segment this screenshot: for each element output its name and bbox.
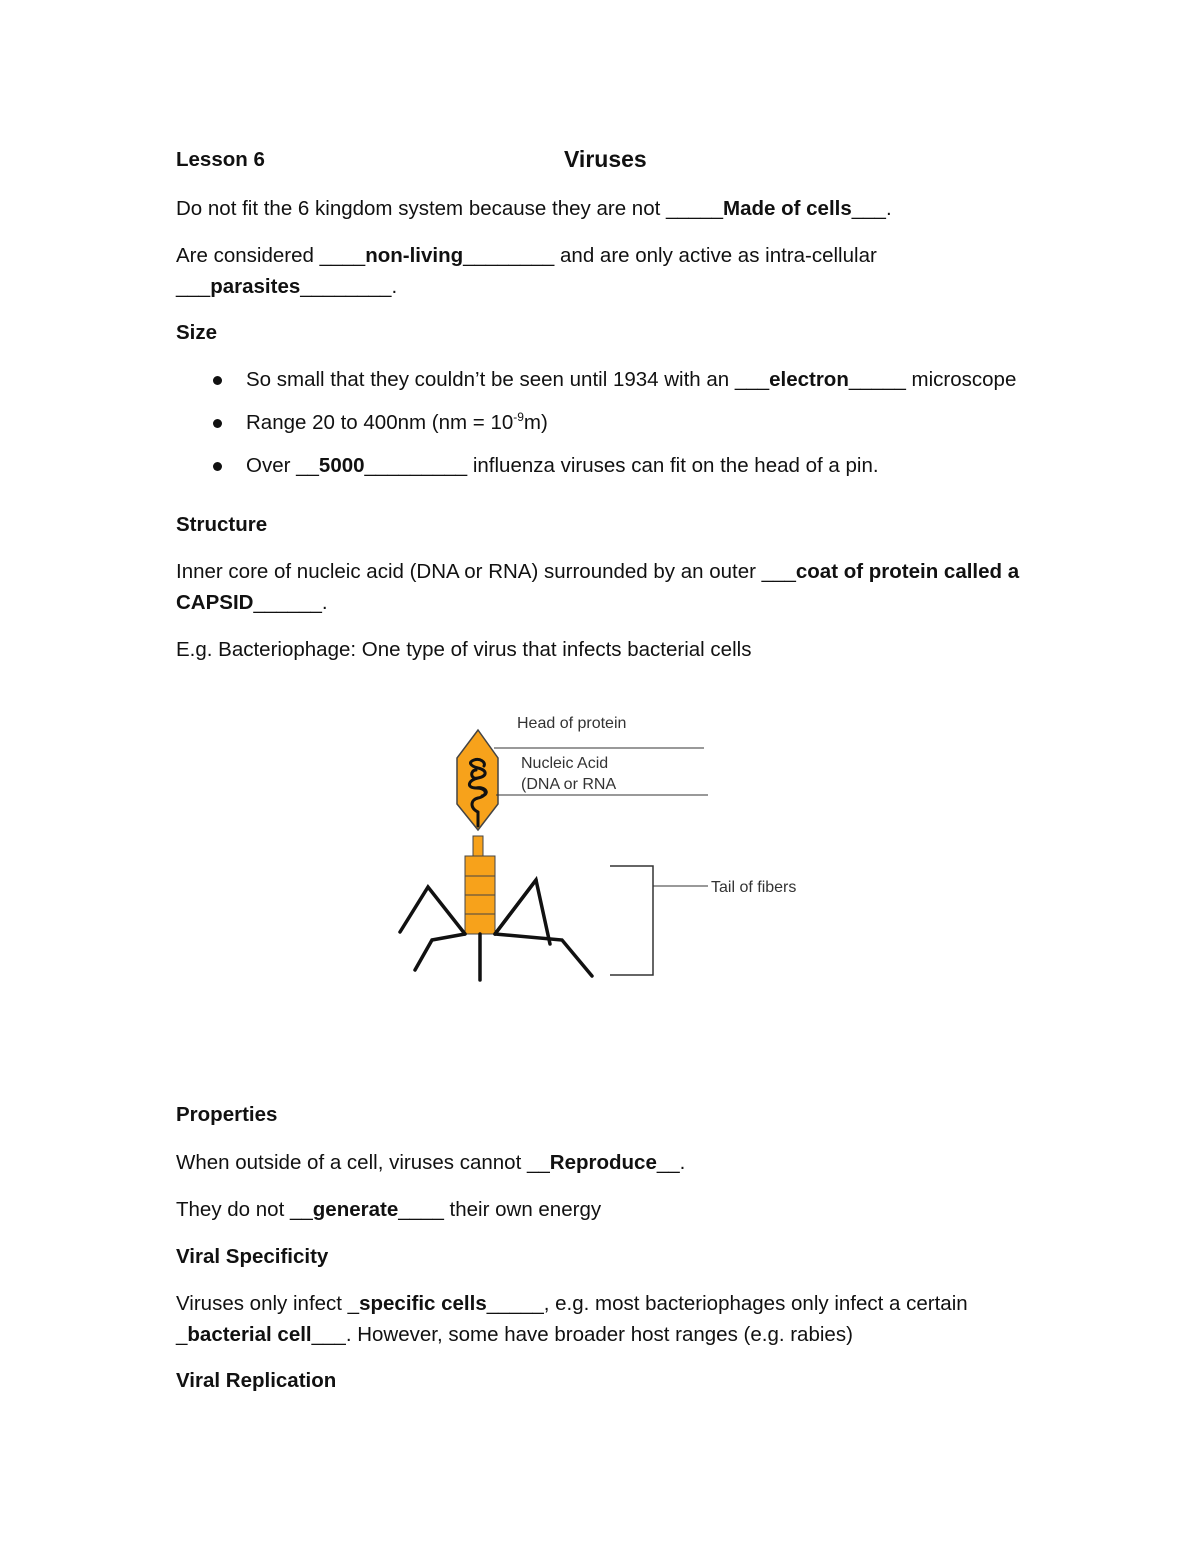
answer-capsid: CAPSID [176, 591, 254, 614]
label-tail-of-fibers: Tail of fibers [711, 879, 797, 896]
label-head-of-protein: Head of protein [517, 715, 627, 732]
size-bullet-3 [246, 453, 879, 479]
answer-non-living: non-living [365, 244, 464, 267]
intro-line-1 [176, 196, 892, 222]
answer-generate: generate [312, 1198, 399, 1221]
answer-bacterial-cell: bacterial cell [187, 1323, 312, 1346]
answer-5000: 5000 [318, 454, 365, 477]
intro-text: Are considered ____ [176, 244, 366, 267]
replication-heading: Viral Replication [176, 1369, 337, 1392]
answer-electron: electron [769, 368, 849, 391]
properties-text: They do not __ [176, 1198, 313, 1221]
answer-coat-of-protein: coat of protein called a [795, 560, 1020, 583]
answer-made-of-cells: Made of cells [723, 197, 852, 220]
bullet-text: _________ influenza viruses can fit on the head of a pin. [364, 454, 879, 477]
properties-heading: Properties [176, 1103, 278, 1126]
bullet-text: Over __ [246, 454, 319, 477]
bullet-icon [213, 462, 222, 471]
structure-line-2 [176, 590, 328, 616]
bullet-text: m) [523, 411, 548, 434]
size-heading: Size [176, 321, 218, 344]
bullet-text: _____ microscope [848, 368, 1017, 391]
specificity-line-2 [176, 1322, 853, 1348]
specificity-text: _____, e.g. most bacteriophages only infect a certain [486, 1292, 968, 1315]
structure-text: ______. [253, 591, 328, 614]
specificity-text: Viruses only infect _ [176, 1292, 360, 1315]
structure-heading: Structure [176, 513, 268, 536]
size-bullet-2 [246, 410, 548, 436]
specificity-heading: Viral Specificity [176, 1245, 329, 1268]
bullet-icon [213, 419, 222, 428]
properties-line-1 [176, 1150, 685, 1176]
bullet-icon [213, 376, 222, 385]
bullet-text: Range 20 to 400nm (nm = 10 [246, 411, 514, 434]
intro-text: ________. [300, 275, 398, 298]
size-bullet-1 [246, 367, 1016, 393]
structure-text: Inner core of nucleic acid (DNA or RNA) surrounded by an outer ___ [176, 560, 796, 583]
structure-line-1 [176, 559, 1019, 585]
intro-text: ___ [176, 275, 211, 298]
properties-text: When outside of a cell, viruses cannot __ [176, 1151, 550, 1174]
intro-text: ________ and are only active as intra-cellular [463, 244, 877, 267]
intro-line-3 [176, 274, 397, 300]
intro-text: ___. [851, 197, 892, 220]
specificity-text: _ [176, 1323, 188, 1346]
label-dna-or-rna: (DNA or RNA [521, 776, 617, 793]
specificity-line-1 [176, 1291, 968, 1317]
bacteriophage-diagram [390, 700, 830, 990]
answer-parasites: parasites [210, 275, 301, 298]
tail-bracket [610, 866, 653, 975]
exponent: -9 [513, 410, 524, 425]
lesson-label: Lesson 6 [176, 148, 265, 171]
specificity-text: ___. However, some have broader host ranges (e.g. rabies) [311, 1323, 853, 1346]
intro-line-2 [176, 243, 877, 269]
answer-reproduce: Reproduce [549, 1151, 657, 1174]
answer-specific-cells: specific cells [359, 1292, 487, 1315]
tail-fibers [400, 880, 592, 980]
properties-text: __. [656, 1151, 686, 1174]
phage-neck [473, 836, 483, 856]
bullet-text: So small that they couldn’t be seen until 1934 with an ___ [246, 368, 770, 391]
label-nucleic-acid: Nucleic Acid [521, 755, 609, 772]
properties-text: ____ their own energy [398, 1198, 602, 1221]
properties-line-2 [176, 1197, 601, 1223]
intro-text: Do not fit the 6 kingdom system because they are not _____ [176, 197, 723, 220]
page-title: Viruses [564, 146, 647, 172]
bacteriophage-example: E.g. Bacteriophage: One type of virus that infects bacterial cells [176, 638, 752, 661]
